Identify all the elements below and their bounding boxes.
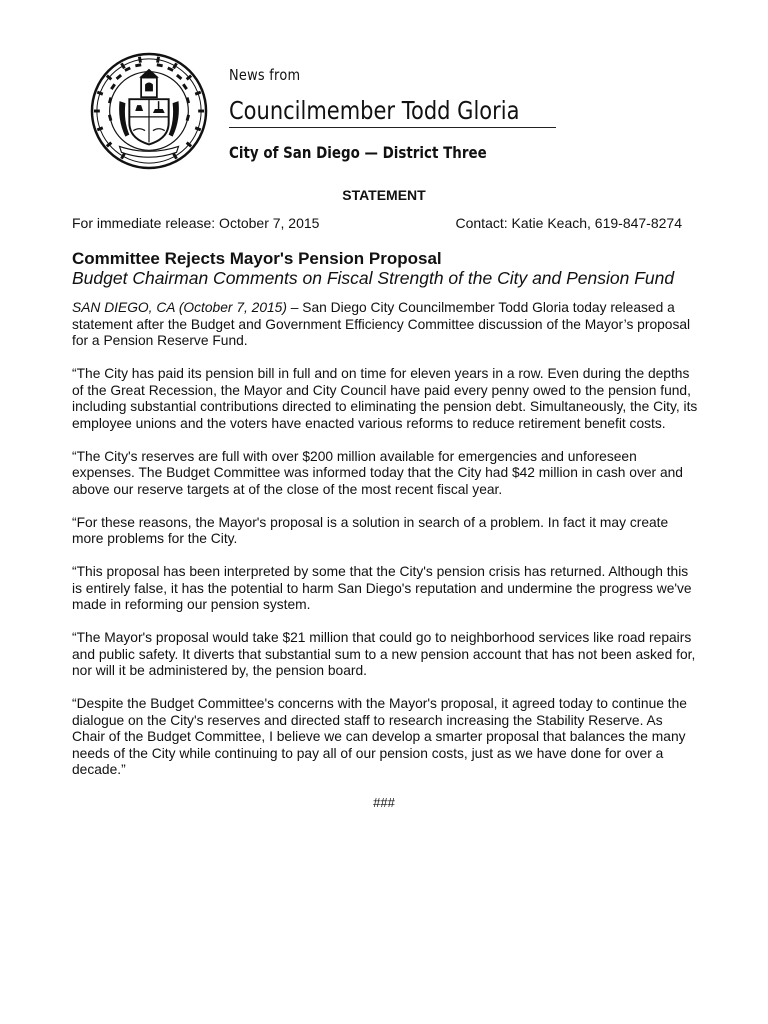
contact-info: Contact: Katie Keach, 619-847-8274 xyxy=(455,215,682,231)
councilmember-name: Councilmember Todd Gloria xyxy=(229,96,520,125)
end-mark: ### xyxy=(373,795,395,810)
quote-paragraph: “For these reasons, the Mayor's proposal is a solution in search of a problem. In fact it may create more problems for the City. xyxy=(72,514,669,546)
release-date: For immediate release: October 7, 2015 xyxy=(72,215,320,231)
quote-paragraph: “Despite the Budget Committee's concerns with the Mayor's proposal, it agreed today to continue the dialogue on the City's reserves and directed staff to research increasing the Stability Reserve. As Chair of the Budget Committee, I believe we can develop a smarter proposal that balances the many needs of the City while continuing to pay all of our pension costs, just as we have done for over a decade.” xyxy=(72,696,687,777)
subheadline: Budget Chairman Comments on Fiscal Strength of the City and Pension Fund xyxy=(72,268,675,288)
city-seal-icon xyxy=(90,52,208,170)
lead-paragraph xyxy=(72,300,698,350)
quote-paragraph: “This proposal has been interpreted by some that the City's pension crisis has returned. Although this is entirely false, it has the potential to harm San Diego's reputation and undermine the progress we've made in reforming our pension system. xyxy=(72,564,692,612)
dateline: SAN DIEGO, CA (October 7, 2015) xyxy=(72,300,287,315)
header-rule xyxy=(229,127,556,128)
district-label: City of San Diego — District Three xyxy=(229,143,487,162)
quote-paragraph: “The City's reserves are full with over $200 million available for emergencies and unforeseen expenses. The Budget Committee was informed today that the City had $42 million in cash over and above our reserve targets at of the close of the most recent fiscal year. xyxy=(72,448,683,497)
quote-paragraph: “The City has paid its pension bill in full and on time for eleven years in a row. Even during the depths of the Great Recession, the Mayor and City Council have paid every penny owed to the pension fund, including substantial contributions directed to eliminating the pension debt. Simultaneously, the City, its employee unions and the voters have enacted various reforms to reduce retirement benefit costs. xyxy=(72,366,698,431)
lead-text: – San Diego City Councilmember Todd Gloria today released a statement after the Budget and Government Efficiency Committee discussion of the Mayor’s proposal for a Pension Reserve Fund. xyxy=(72,300,691,348)
headline: Committee Rejects Mayor's Pension Proposal xyxy=(72,249,442,268)
statement-body xyxy=(72,300,698,795)
news-from-label: News from xyxy=(229,66,301,84)
quote-paragraph: “The Mayor's proposal would take $21 million that could go to neighborhood services like road repairs and public safety. It diverts that substantial sum to a new pension account that has not been asked for, nor will it be administered by, the pension board. xyxy=(72,630,696,678)
statement-label: STATEMENT xyxy=(342,187,426,203)
